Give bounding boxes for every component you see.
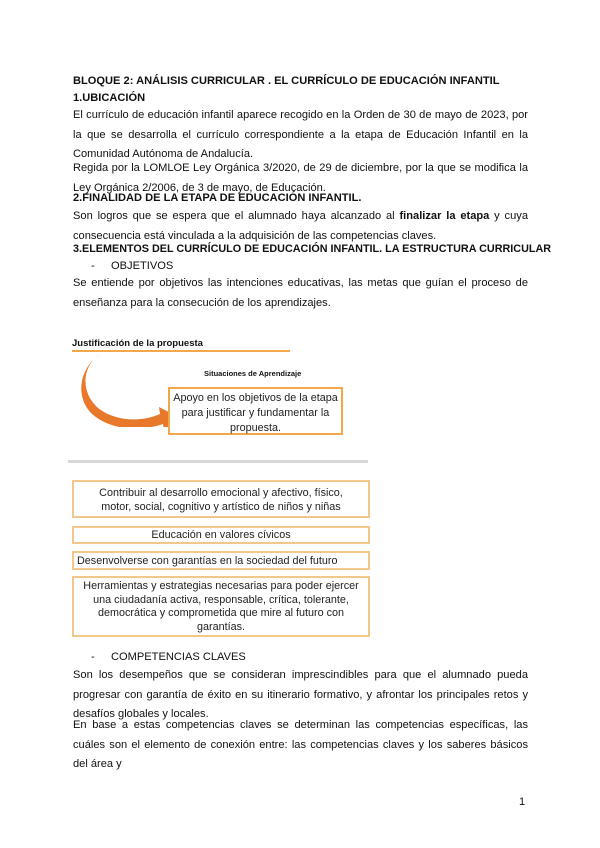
objective-box-1: Contribuir al desarrollo emocional y afectivo, físico, motor, social, cognitivo y artístico de niños y niñas [72, 480, 370, 518]
objective-box-2: Educación en valores cívicos [72, 526, 370, 544]
finalidad-text-start: Son logros que se espera que el alumnado haya alcanzado al [73, 210, 400, 222]
heading-finalidad: 2.FINALIDAD DE LA ETAPA DE EDUCACIÓN INFANTIL. [73, 192, 362, 204]
apoyo-box: Apoyo en los objetivos de la etapa para justificar y fundamentar la propuesta. [168, 387, 343, 435]
finalidad-text-end: y cuya consecuencia está vinculada a la adquisición de las competencias claves. [73, 210, 528, 242]
bullet-dash: - [91, 260, 95, 272]
bullet-competencias-label: COMPETENCIAS CLAVES [111, 651, 246, 663]
main-heading: BLOQUE 2: ANÁLISIS CURRICULAR . EL CURRÍCULO DE EDUCACIÓN INFANTIL [73, 75, 500, 87]
bullet-objetivos-label: OBJETIVOS [111, 260, 174, 272]
situaciones-label: Situaciones de Aprendizaje [204, 369, 302, 378]
objective-box-3: Desenvolverse con garantías en la sociedad del futuro [72, 551, 370, 570]
paragraph-competencias-2: En base a estas competencias claves se determinan las competencias específicas, las cuáles son el elemento de conexión entre: las competencias claves y los saberes básicos del área y [73, 719, 528, 770]
finalidad-bold-text: finalizar la etapa [399, 210, 490, 222]
paragraph-ubicacion-1: El currículo de educación infantil aparece recogido en la Orden de 30 de mayo de 2023, por la que se desarrolla el currículo correspondiente a la etapa de Educación Infantil en la Comunidad Autónoma de Andalucía. [73, 109, 528, 160]
paragraph-competencias-1: Son los desempeños que se consideran imprescindibles para que el alumnado pueda progresar con garantía de éxito en su itinerario formativo, y afrontar los principales retos y desafíos globales y locales. [73, 669, 528, 720]
paragraph-objetivos: Se entiende por objetivos las intenciones educativas, las metas que guían el proceso de enseñanza para la consecución de los aprendizajes. [73, 277, 528, 309]
page-number: 1 [519, 796, 526, 808]
heading-ubicacion: 1.UBICACIÓN [73, 92, 146, 104]
objective-box-4: Herramientas y estrategias necesarias para poder ejercer una ciudadanía activa, responsable, crítica, tolerante, democrática y comprometida que mire al futuro con garantías. [72, 576, 370, 637]
paragraph-ubicacion-2: Regida por la LOMLOE Ley Orgánica 3/2020, de 29 de diciembre, por la que se modifica la Ley Orgánica 2/2006, de 3 de mayo, de Educación. [73, 162, 528, 194]
divider [68, 460, 368, 463]
bullet-dash: - [91, 651, 95, 663]
heading-elementos: 3.ELEMENTOS DEL CURRÍCULO DE EDUCACIÓN INFANTIL. LA ESTRUCTURA CURRICULAR [73, 243, 552, 255]
figure-title: Justificación de la propuesta [72, 337, 290, 352]
